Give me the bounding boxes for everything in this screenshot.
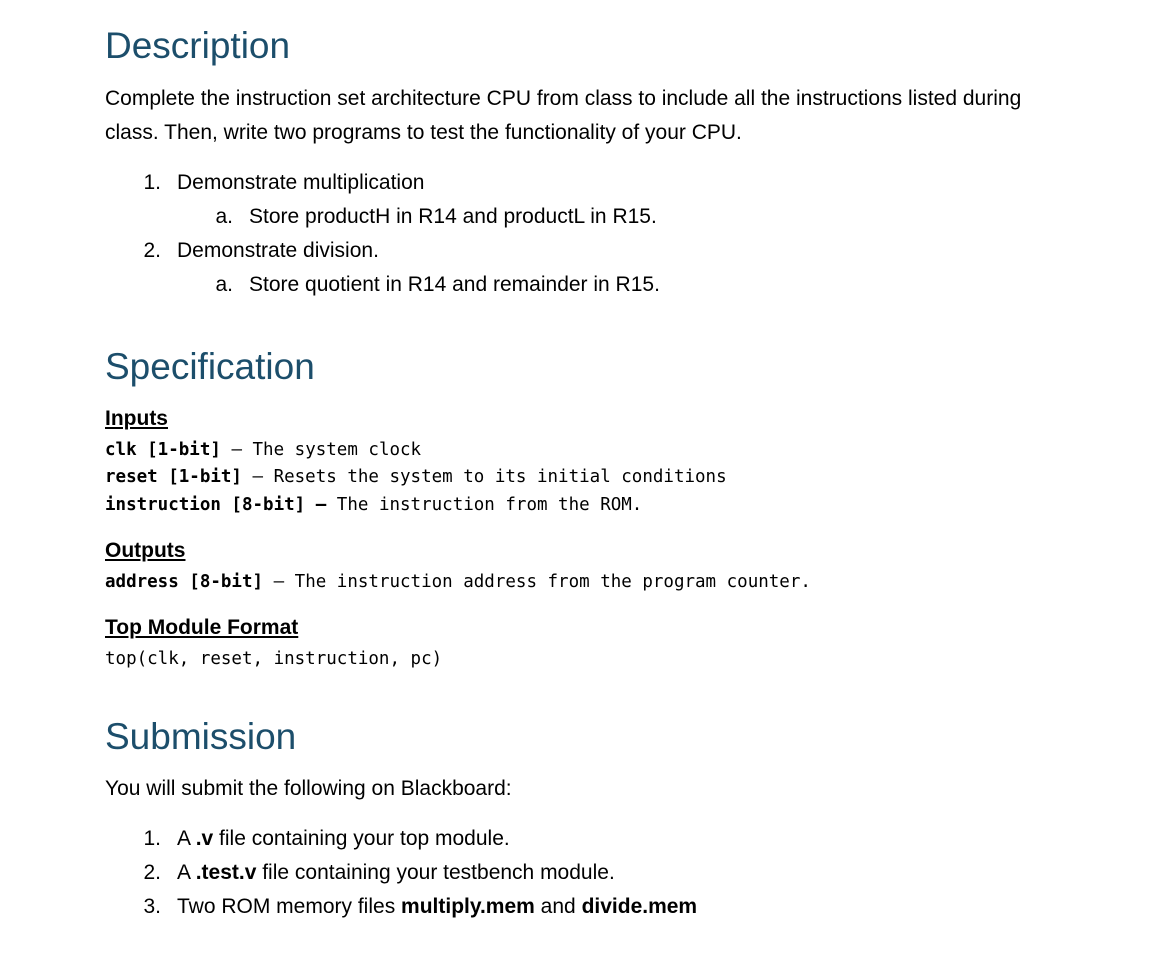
top-module-title: Top Module Format [105,616,299,639]
signal-name: reset [1-bit] [105,467,242,487]
signal-desc: – The instruction address from the program counter. [263,572,811,592]
list-number: 2. [143,861,161,884]
outputs-title: Outputs [105,539,186,562]
description-heading: Description [105,25,291,66]
specification-heading: Specification [105,346,315,387]
list-item-text: Demonstrate multiplication [177,171,425,194]
list-item-text [177,894,697,920]
text-part: file containing your testbench module. [256,861,615,884]
top-module-code: top(clk, reset, instruction, pc) [105,649,443,669]
text-part: A [177,861,196,884]
list-number: 3. [143,895,161,918]
list-number: 1. [143,827,161,850]
file-name: .v [195,827,214,850]
sublist-item-text: Store quotient in R14 and remainder in R15. [249,273,660,296]
inputs-title: Inputs [105,407,168,430]
signal-desc: The instruction from the ROM. [326,495,643,515]
list-item-text [177,826,510,852]
signal-name: instruction [8-bit] – [105,495,327,515]
list-item-text [177,860,615,886]
input-line-reset [105,465,727,489]
signal-name: address [8-bit] [105,572,264,592]
submission-heading: Submission [105,716,297,757]
file-name: .test.v [195,861,257,884]
list-number: 2. [143,239,161,262]
signal-desc: – The system clock [220,440,422,460]
file-name: multiply.mem [401,895,535,918]
input-line-instruction [105,493,642,517]
text-part: file containing your top module. [213,827,510,850]
signal-desc: – Resets the system to its initial conditions [241,467,727,487]
file-name: divide.mem [581,895,698,918]
output-line-address [105,570,811,594]
list-number: 1. [143,171,161,194]
text-part: and [534,895,582,918]
text-part: A [177,827,196,850]
sublist-letter: a. [215,205,233,228]
text-part: Two ROM memory files [177,895,402,918]
submission-paragraph: You will submit the following on Blackboard: [105,777,512,800]
signal-name: clk [1-bit] [105,440,221,460]
sublist-item-text: Store productH in R14 and productL in R15. [249,205,657,228]
sublist-letter: a. [215,273,233,296]
list-item-text: Demonstrate division. [177,239,379,262]
description-paragraph: Complete the instruction set architecture CPU from class to include all the instructions listed during class. Then, write two programs to test the functionality of your CPU. [105,87,1022,144]
input-line-clk [105,438,421,462]
